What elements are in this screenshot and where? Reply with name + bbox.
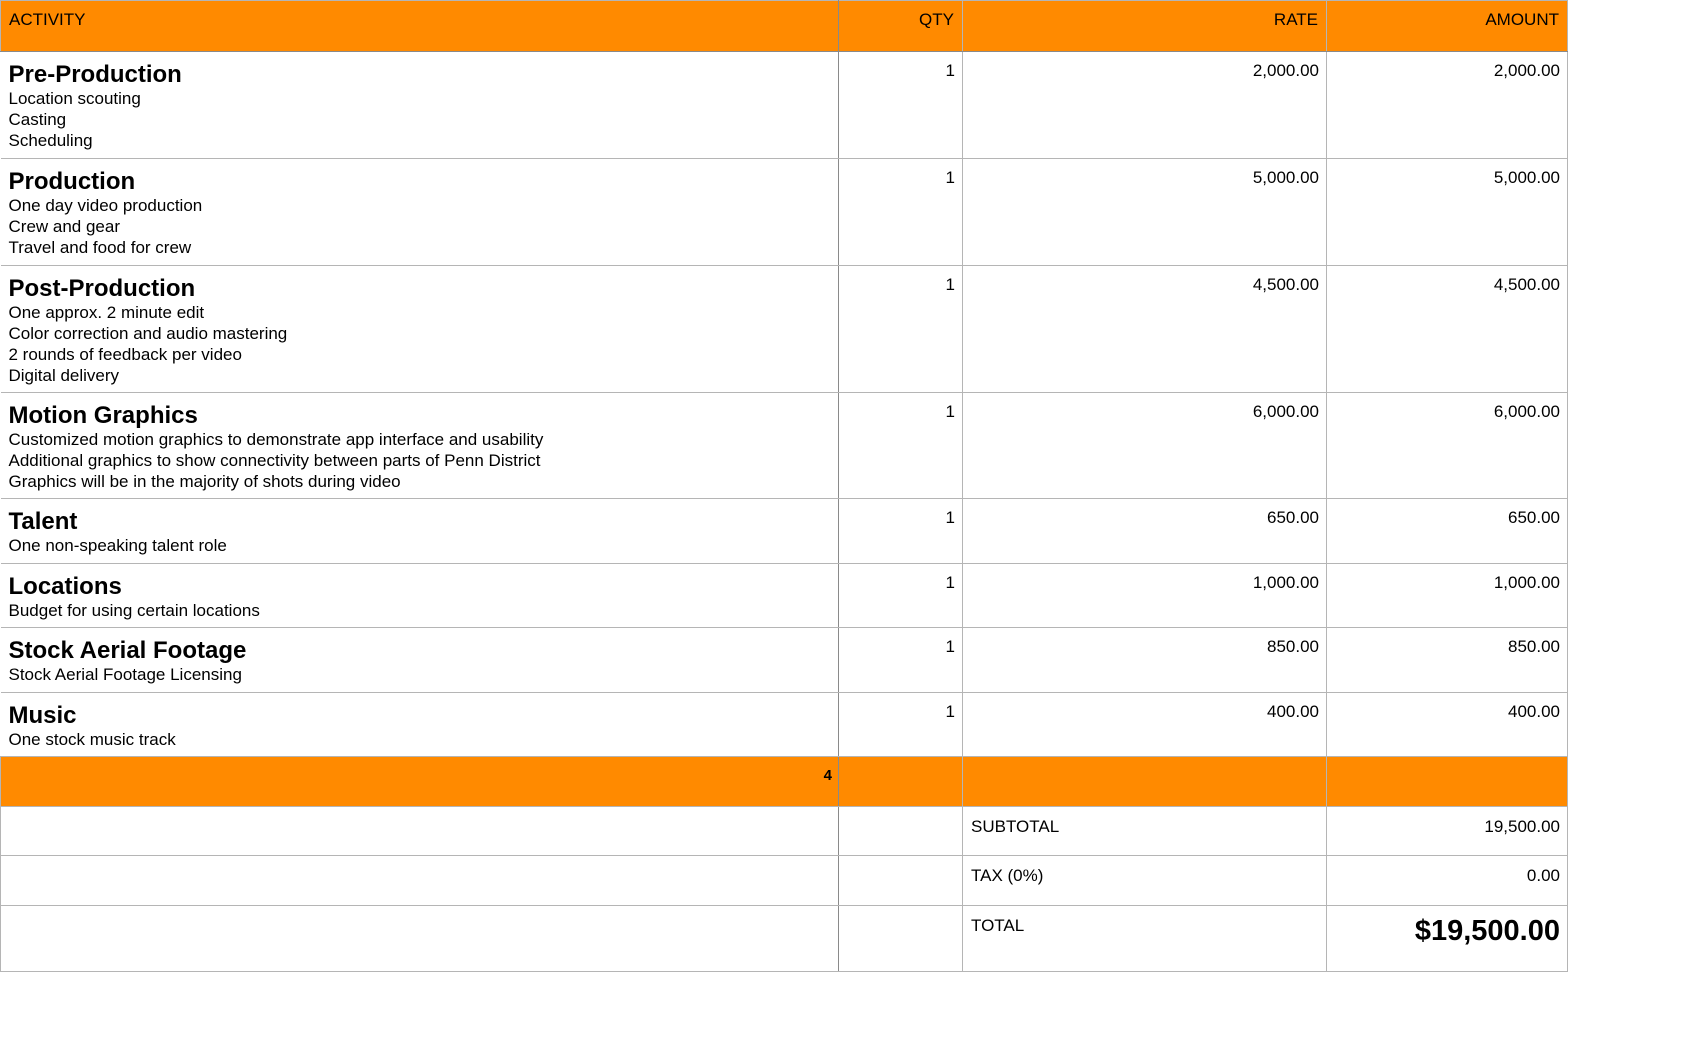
activity-description-line: Casting <box>8 110 67 129</box>
activity-description-line: Scheduling <box>8 131 93 150</box>
header-row <box>1 1 1568 52</box>
amount-value: 2,000.00 <box>1493 61 1560 80</box>
activity-title: Post-Production <box>8 275 196 302</box>
qty-cell[interactable] <box>839 564 963 628</box>
subtotal-label-cell[interactable] <box>963 807 1327 856</box>
qty-value: 1 <box>945 637 955 656</box>
rate-cell[interactable] <box>963 159 1327 266</box>
activity-title: Music <box>8 702 77 729</box>
activity-cell[interactable] <box>1 564 839 628</box>
activity-description-line: Additional graphics to show connectivity between parts of Penn District <box>8 451 541 470</box>
table-row <box>1 564 1568 628</box>
rate-cell[interactable] <box>963 499 1327 564</box>
item-count: 4 <box>823 767 832 784</box>
activity-cell[interactable] <box>1 52 839 159</box>
tax-label-cell[interactable] <box>963 856 1327 906</box>
activity-description-line: Digital delivery <box>8 366 120 385</box>
rate-cell[interactable] <box>963 52 1327 159</box>
amount-cell[interactable] <box>1327 499 1568 564</box>
rate-cell[interactable] <box>963 693 1327 757</box>
rate-value: 850.00 <box>1267 637 1319 656</box>
total-row <box>1 906 1568 972</box>
amount-cell[interactable] <box>1327 693 1568 757</box>
rate-value: 1,000.00 <box>1252 573 1319 592</box>
amount-cell[interactable] <box>1327 266 1568 393</box>
total-label-cell[interactable] <box>963 906 1327 972</box>
activity-description-line: One non-speaking talent role <box>8 536 227 555</box>
rate-value: 4,500.00 <box>1252 275 1319 294</box>
amount-cell[interactable] <box>1327 628 1568 693</box>
amount-value: 4,500.00 <box>1493 275 1560 294</box>
header-qty-cell[interactable] <box>839 1 963 52</box>
amount-cell[interactable] <box>1327 52 1568 159</box>
table-row <box>1 393 1568 499</box>
header-amount-cell[interactable] <box>1327 1 1568 52</box>
total-label: TOTAL <box>971 916 1025 935</box>
activity-title: Pre-Production <box>8 61 182 88</box>
tax-label: TAX (0%) <box>971 866 1044 885</box>
amount-value: 650.00 <box>1508 508 1560 527</box>
activity-title: Production <box>8 168 136 195</box>
amount-cell[interactable] <box>1327 564 1568 628</box>
empty-cell[interactable] <box>839 807 963 856</box>
empty-cell[interactable] <box>1 856 839 906</box>
activity-title: Locations <box>8 573 122 600</box>
activity-description-line: Stock Aerial Footage Licensing <box>8 665 242 684</box>
table-row <box>1 159 1568 266</box>
band-cell[interactable] <box>1327 757 1568 807</box>
table-row <box>1 52 1568 159</box>
activity-cell[interactable] <box>1 159 839 266</box>
header-rate-cell[interactable] <box>963 1 1327 52</box>
activity-description-line: Crew and gear <box>8 217 121 236</box>
total-value: $19,500.00 <box>1414 915 1560 947</box>
header-qty: QTY <box>919 10 954 29</box>
activity-description-line: Budget for using certain locations <box>8 601 260 620</box>
activity-description-line: 2 rounds of feedback per video <box>8 345 242 364</box>
activity-description-line: Location scouting <box>8 89 141 108</box>
activity-description-line: One stock music track <box>8 730 176 749</box>
table-row <box>1 499 1568 564</box>
qty-cell[interactable] <box>839 499 963 564</box>
header-amount: AMOUNT <box>1485 10 1559 29</box>
empty-cell[interactable] <box>1 807 839 856</box>
activity-description-line: One approx. 2 minute edit <box>8 303 205 322</box>
activity-description-line: Customized motion graphics to demonstrate app interface and usability <box>8 430 544 449</box>
activity-cell[interactable] <box>1 393 839 499</box>
tax-row <box>1 856 1568 906</box>
subtotal-value: 19,500.00 <box>1484 817 1560 836</box>
activity-title: Motion Graphics <box>8 402 198 429</box>
rate-value: 5,000.00 <box>1252 168 1319 187</box>
empty-cell[interactable] <box>839 856 963 906</box>
band-cell[interactable] <box>963 757 1327 807</box>
header-rate: RATE <box>1273 10 1318 29</box>
qty-cell[interactable] <box>839 159 963 266</box>
qty-cell[interactable] <box>839 628 963 693</box>
amount-cell[interactable] <box>1327 393 1568 499</box>
qty-cell[interactable] <box>839 393 963 499</box>
activity-cell[interactable] <box>1 499 839 564</box>
qty-value: 1 <box>945 702 955 721</box>
subtotal-row <box>1 807 1568 856</box>
amount-value: 1,000.00 <box>1493 573 1560 592</box>
activity-cell[interactable] <box>1 628 839 693</box>
qty-value: 1 <box>945 61 955 80</box>
amount-value: 6,000.00 <box>1493 402 1560 421</box>
qty-value: 1 <box>945 573 955 592</box>
amount-value: 400.00 <box>1508 702 1560 721</box>
activity-description-line: Color correction and audio mastering <box>8 324 288 343</box>
rate-cell[interactable] <box>963 564 1327 628</box>
amount-value: 850.00 <box>1508 637 1560 656</box>
tax-value: 0.00 <box>1526 866 1560 885</box>
header-activity: ACTIVITY <box>9 10 86 29</box>
qty-cell[interactable] <box>839 693 963 757</box>
empty-cell[interactable] <box>1 906 839 972</box>
qty-value: 1 <box>945 168 955 187</box>
subtotal-label: SUBTOTAL <box>971 817 1060 836</box>
activity-title: Talent <box>8 508 78 535</box>
rate-cell[interactable] <box>963 628 1327 693</box>
activity-cell[interactable] <box>1 693 839 757</box>
table-row <box>1 266 1568 393</box>
qty-value: 1 <box>945 275 955 294</box>
qty-cell[interactable] <box>839 266 963 393</box>
activity-cell[interactable] <box>1 266 839 393</box>
total-value-cell[interactable] <box>1327 906 1568 972</box>
rate-cell[interactable] <box>963 266 1327 393</box>
item-count-cell[interactable] <box>1 757 839 807</box>
rate-value: 400.00 <box>1267 702 1319 721</box>
table-row <box>1 693 1568 757</box>
rate-value: 6,000.00 <box>1252 402 1319 421</box>
activity-description-line: Graphics will be in the majority of shots during video <box>8 472 401 491</box>
rate-value: 2,000.00 <box>1252 61 1319 80</box>
item-count-band <box>1 757 1568 807</box>
qty-value: 1 <box>945 402 955 421</box>
subtotal-value-cell[interactable] <box>1327 807 1568 856</box>
rate-cell[interactable] <box>963 393 1327 499</box>
table-row <box>1 628 1568 693</box>
band-cell[interactable] <box>839 757 963 807</box>
qty-value: 1 <box>945 508 955 527</box>
qty-cell[interactable] <box>839 52 963 159</box>
activity-description-line: One day video production <box>8 196 203 215</box>
activity-description-line: Travel and food for crew <box>8 238 192 257</box>
rate-value: 650.00 <box>1267 508 1319 527</box>
empty-cell[interactable] <box>839 906 963 972</box>
amount-cell[interactable] <box>1327 159 1568 266</box>
header-activity-cell[interactable] <box>1 1 839 52</box>
tax-value-cell[interactable] <box>1327 856 1568 906</box>
amount-value: 5,000.00 <box>1493 168 1560 187</box>
activity-title: Stock Aerial Footage <box>8 637 247 664</box>
